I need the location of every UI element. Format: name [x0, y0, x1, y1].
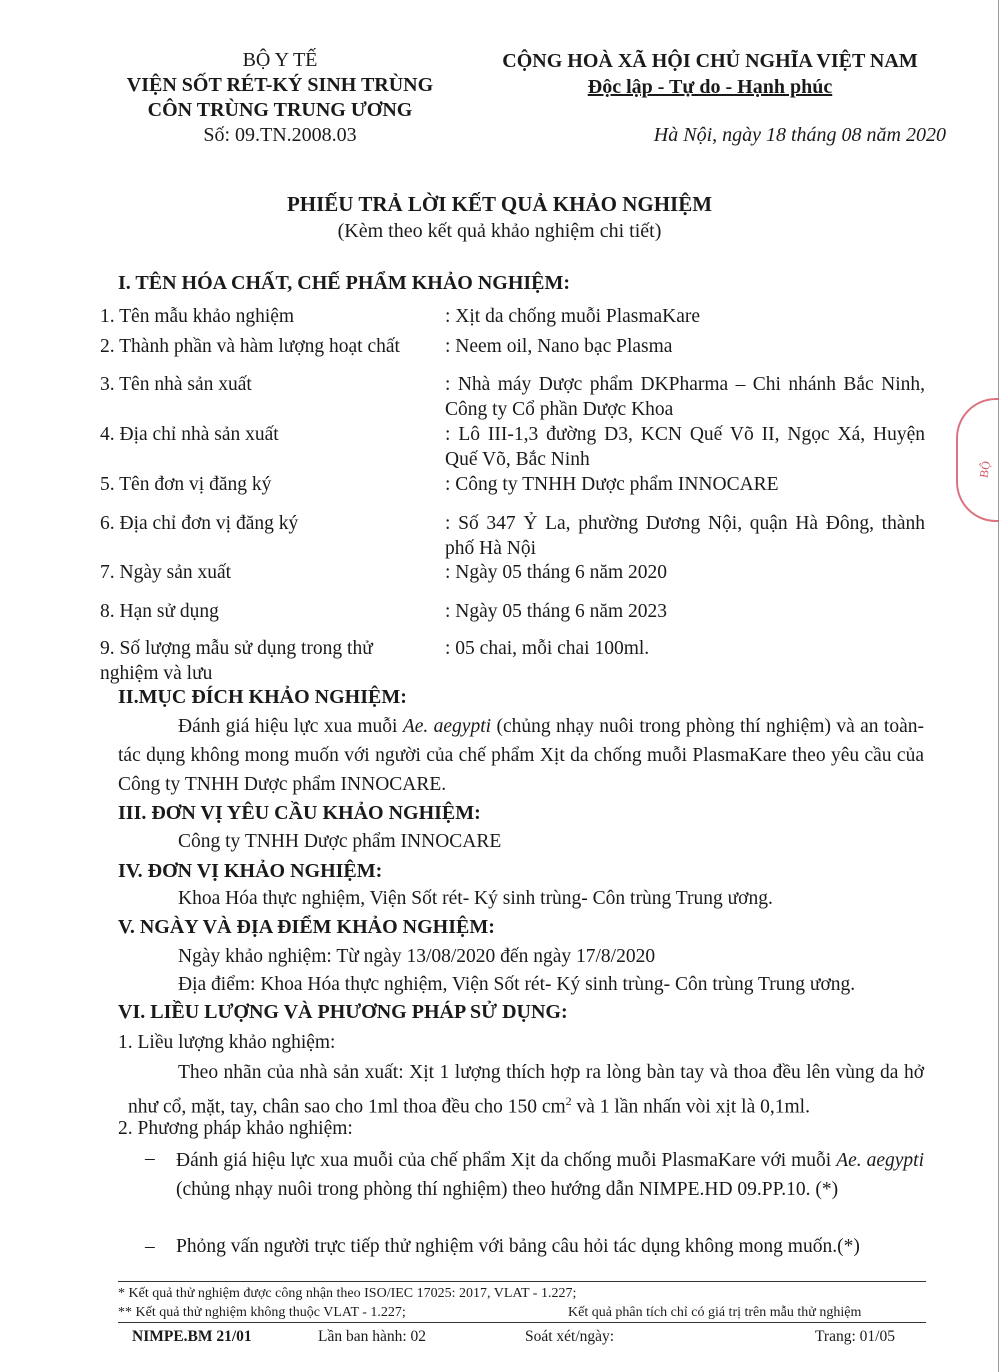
- testing-place: Địa điểm: Khoa Hóa thực nghiệm, Viện Sốt rét- Ký sinh trùng- Côn trùng Trung ương.: [178, 974, 856, 995]
- row-value-manufacturer: : Nhà máy Dược phẩm DKPharma – Chi nhánh Bắc Ninh, Công ty Cổ phần Dược Khoa: [445, 374, 925, 420]
- testing-unit: Khoa Hóa thực nghiệm, Viện Sốt rét- Ký sinh trùng- Côn trùng Trung ương.: [178, 888, 773, 909]
- footer-divider: [118, 1322, 926, 1323]
- document-title: PHIẾU TRẢ LỜI KẾT QUẢ KHẢO NGHIỆM: [286, 192, 713, 216]
- country-name: CỘNG HOÀ XÃ HỘI CHỦ NGHĨA VIỆT NAM: [502, 50, 918, 72]
- dosage-paragraph: [128, 1058, 924, 1122]
- row-label-expiry: 8. Hạn sử dụng: [100, 601, 219, 622]
- dosage-superscript: 2: [565, 1094, 572, 1108]
- row-value-sample-name: : Xịt da chống muỗi PlasmaKare: [445, 306, 701, 327]
- footnote-3: Kết quả phân tích chỉ có giá trị trên mẫu thử nghiệm: [568, 1305, 862, 1320]
- testing-date: Ngày khảo nghiệm: Từ ngày 13/08/2020 đến ngày 17/8/2020: [178, 946, 656, 967]
- review-date: Soát xét/ngày:: [525, 1328, 615, 1345]
- method-1-text-b: (chủng nhạy nuôi trong phòng thí nghiệm) theo hướng dẫn NIMPE.HD 09.PP.10. (*): [176, 1179, 839, 1200]
- row-label-registrant-address: 6. Địa chỉ đơn vị đăng ký: [100, 513, 299, 534]
- row-value-registrant: : Công ty TNHH Dược phẩm INNOCARE: [445, 474, 779, 495]
- section-4-heading: IV. ĐƠN VỊ KHẢO NGHIỆM:: [118, 860, 383, 882]
- national-header: [470, 48, 950, 100]
- method-item-1: [176, 1146, 924, 1204]
- method-item-2: Phỏng vấn người trực tiếp thử nghiệm với bảng câu hỏi tác dụng không mong muốn.(*): [176, 1236, 860, 1257]
- row-value-manufacture-date: : Ngày 05 tháng 6 năm 2020: [445, 562, 668, 583]
- section-6-heading: VI. LIỀU LƯỢNG VÀ PHƯƠNG PHÁP SỬ DỤNG:: [118, 1001, 568, 1023]
- institute-name-line1: VIỆN SỐT RÉT-KÝ SINH TRÙNG: [126, 74, 434, 96]
- ministry-name: BỘ Y TẾ: [242, 49, 318, 71]
- footnote-2: ** Kết quả thử nghiệm không thuộc VLAT - 1.227;: [118, 1305, 406, 1320]
- issuer-block: [100, 48, 460, 148]
- row-label-manufacture-date: 7. Ngày sản xuất: [100, 562, 232, 583]
- issue-number: Lần ban hành: 02: [318, 1328, 427, 1345]
- stamp-text: BỘ: [976, 459, 994, 479]
- row-label-registrant: 5. Tên đơn vị đăng ký: [100, 474, 272, 495]
- footnote-1: * Kết quả thử nghiệm được công nhận theo ISO/IEC 17025: 2017, VLAT - 1.227;: [118, 1286, 577, 1301]
- dosage-text-b: và 1 lần nhấn vòi xịt là 0,1ml.: [571, 1096, 810, 1118]
- section-5-heading: V. NGÀY VÀ ĐỊA ĐIỂM KHẢO NGHIỆM:: [118, 916, 495, 938]
- section-2-heading: II.MỤC ĐÍCH KHẢO NGHIỆM:: [118, 686, 407, 708]
- row-label-manufacturer: 3. Tên nhà sản xuất: [100, 374, 252, 395]
- method-bullet-2: –: [145, 1236, 155, 1257]
- dosage-subheading: 1. Liều lượng khảo nghiệm:: [118, 1032, 336, 1053]
- row-value-manufacturer-address: : Lô III-1,3 đường D3, KCN Quế Võ II, Ngọc Xá, Huyện Quế Võ, Bắc Ninh: [445, 424, 925, 470]
- official-stamp: [956, 398, 999, 522]
- institute-name-line2: CÔN TRÙNG TRUNG ƯƠNG: [147, 99, 413, 121]
- row-value-sample-quantity: : 05 chai, mỗi chai 100ml.: [445, 638, 650, 659]
- row-label-sample-name: 1. Tên mẫu khảo nghiệm: [100, 306, 295, 327]
- method-subheading: 2. Phương pháp khảo nghiệm:: [118, 1118, 353, 1139]
- row-label-manufacturer-address: 4. Địa chỉ nhà sản xuất: [100, 424, 279, 445]
- method-1-text-a: Đánh giá hiệu lực xua muỗi của chế phẩm Xịt da chống muỗi PlasmaKare với muỗi: [176, 1150, 837, 1171]
- row-value-expiry: : Ngày 05 tháng 6 năm 2023: [445, 601, 668, 622]
- purpose-text-a: Đánh giá hiệu lực xua muỗi: [178, 716, 403, 737]
- row-value-composition: : Neem oil, Nano bạc Plasma: [445, 336, 673, 357]
- section-3-heading: III. ĐƠN VỊ YÊU CẦU KHẢO NGHIỆM:: [118, 802, 481, 824]
- method-bullet-1: –: [145, 1148, 155, 1169]
- dosage-text-a: Theo nhãn của nhà sản xuất: Xịt 1 lượng thích hợp ra lòng bàn tay và thoa đều lên vùng da hở như cổ, mặt, tay, chân sao cho 1ml thoa đều cho 150 cm: [128, 1062, 924, 1118]
- row-label-composition: 2. Thành phần và hàm lượng hoạt chất: [100, 336, 400, 357]
- footnote-divider: [118, 1281, 926, 1282]
- row-value-registrant-address: : Số 347 Ỷ La, phường Dương Nội, quận Hà Đông, thành phố Hà Nội: [445, 513, 925, 559]
- purpose-species: Ae. aegypti: [402, 716, 492, 737]
- issue-date: Hà Nội, ngày 18 tháng 08 năm 2020: [653, 124, 946, 146]
- purpose-paragraph: [118, 712, 924, 799]
- purpose-text-b: (chủng nhạy nuôi trong phòng thí nghiệm) và an toàn- tác dụng không mong muốn với người của chế phẩm Xịt da chống muỗi PlasmaKare theo yêu cầu của Công ty TNHH Dược phẩm INNOCARE.: [118, 716, 924, 795]
- national-motto: Độc lập - Tự do - Hạnh phúc: [587, 76, 833, 98]
- row-label-sample-quantity: 9. Số lượng mẫu sử dụng trong thử nghiệm và lưu: [100, 638, 373, 684]
- form-code: NIMPE.BM 21/01: [132, 1328, 252, 1345]
- section-1-heading: I. TÊN HÓA CHẤT, CHẾ PHẨM KHẢO NGHIỆM:: [118, 272, 571, 294]
- document-subtitle: (Kèm theo kết quả khảo nghiệm chi tiết): [337, 220, 662, 242]
- document-number: Số: 09.TN.2008.03: [203, 124, 357, 146]
- page-number: Trang: 01/05: [815, 1328, 895, 1345]
- requesting-unit: Công ty TNHH Dược phẩm INNOCARE: [178, 831, 502, 852]
- method-1-species: Ae. aegypti: [836, 1150, 924, 1171]
